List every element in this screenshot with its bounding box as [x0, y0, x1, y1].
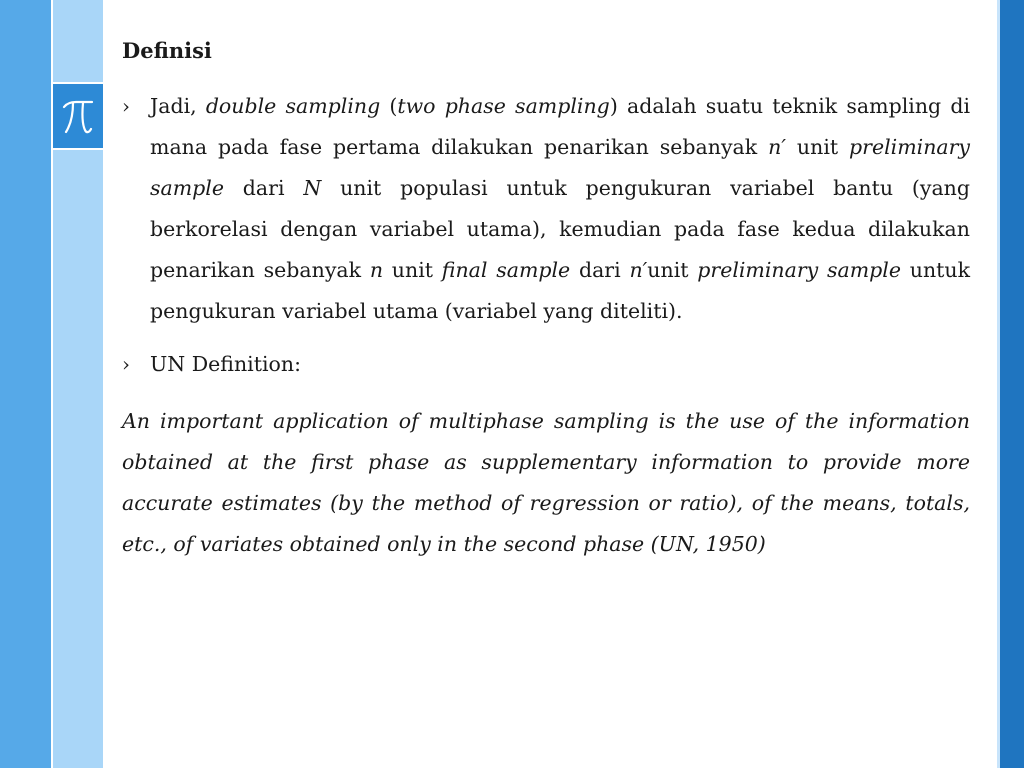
- definition-text: Jadi, double sampling (two phase sampling) adalah suatu teknik sampling di mana pada fase pertama dilakukan penarikan sebanyak n′ unit preliminary sample dari N unit populasi untuk pengukuran variabel bantu (yang berkorelasi dengan variabel utama), kemudian pada fase kedua dilakukan penarikan sebanyak n unit final sample dari n′unit preliminary sample untuk pengukuran variabel utama (variabel yang diteliti).: [150, 94, 971, 323]
- bullet-definition: [122, 86, 970, 332]
- un-quote: An important application of multiphase sampling is the use of the information obtained at the first phase as supplementary information to provide more accurate estimates (by the method of regression or ratio), of the means, totals, etc., of variates obtained only in the second phase (UN, 1950): [122, 409, 970, 556]
- bullet-mark: ›: [122, 94, 130, 118]
- slide-content: [122, 36, 970, 565]
- logo-box: [53, 82, 103, 150]
- un-definition-label: UN Definition:: [150, 352, 301, 376]
- bullet-mark: ›: [122, 352, 130, 376]
- right-accent-band: [1000, 0, 1024, 768]
- left-band-divider: [103, 0, 105, 768]
- slide-heading: Definisi: [122, 38, 212, 63]
- pi-icon: [62, 98, 94, 136]
- left-accent-band: [0, 0, 51, 768]
- bullet-un-definition: [122, 344, 970, 385]
